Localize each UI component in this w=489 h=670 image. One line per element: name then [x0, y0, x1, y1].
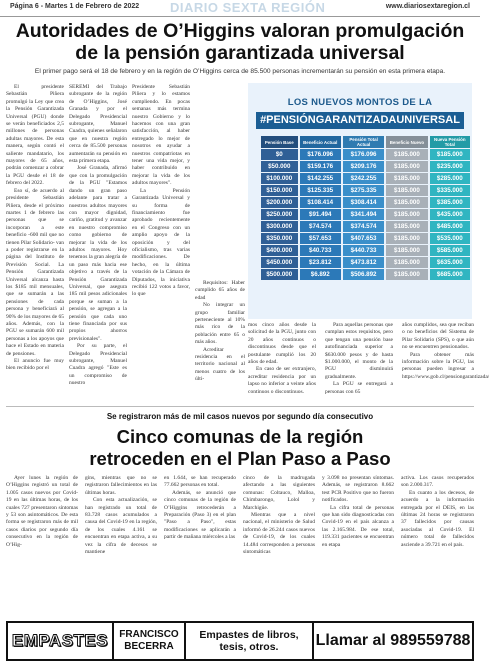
article2-col3	[164, 475, 236, 617]
headline-line2: de la pensión garantizada universal	[75, 42, 405, 64]
table-cell: $635.000	[430, 257, 470, 268]
article2-col1	[6, 475, 78, 617]
table-cell: $300.000	[261, 221, 298, 232]
table-cell: $150.000	[261, 185, 298, 196]
table-row	[261, 245, 470, 256]
infographic-hashtag: #PENSIÓNGARANTIZADAUNIVERSAL	[256, 112, 464, 129]
paragraph: cinco de la madrugada afectando a las siguientes comunas: Coltauco, Malloa, Chimbarongo, Lolol y Marchigüe.	[243, 475, 315, 511]
paragraph: Acreditar residencia en el territorio nacional al menos cuatro de los últi-	[195, 346, 245, 383]
page-number: Página 6 - Martes 1 de Febrero de 2022	[10, 3, 140, 10]
paragraph: La Pensión Garantizada Universal y su forma de financiamiento fue aprobado recientemente en el Congreso con un amplio apoyo de la oposición y del oficialismo, tras varias modificaciones. De hecho, en la última votación de la Cámara de Diputados, la iniciativa recibió 122 votos a favor, lo que	[132, 187, 190, 298]
table-cell: $535.000	[430, 233, 470, 244]
paragraph: Eso sí, de acuerdo al presidente Sebastián Piñera, desde el próximo martes 1 de febrero las personas que se incorporan a este beneficio -600 mil que no tienen Pilar Solidario- van a poder registrarse en la página del Instituto de Previsión Social. La Pensión Garantizada Universal alcanza hasta los $185 mil mensuales, que se sumarán a las pensiones de cada persona y beneficiará al 90% de los mayores de 65 años. Además, con la PGU se sumarán 600 mil personas a los apoyos que hace el Estado en materia de pensiones.	[6, 187, 64, 357]
article2-col5	[322, 475, 394, 617]
paragraph: gins, mientras que no se registraron fallecimientos en las últimas horas.	[85, 475, 157, 496]
table-cell: $74.574	[300, 221, 341, 232]
article1-col4	[195, 84, 245, 402]
table-cell: $50.000	[261, 161, 298, 172]
table-header-row	[261, 136, 470, 148]
article2-col2	[85, 475, 157, 617]
paragraph: en 1.644, se han recuperado 77.662 personas en total.	[164, 475, 236, 489]
table-cell: $176.096	[300, 149, 341, 160]
ad-name-line1: FRANCISCO	[119, 629, 179, 640]
table-body	[261, 149, 470, 280]
table-cell: $142.255	[300, 173, 341, 184]
table-row	[261, 197, 470, 208]
article1-col6	[325, 322, 393, 402]
article1-col7	[402, 322, 489, 402]
table-row	[261, 161, 470, 172]
article1-headline	[6, 20, 474, 64]
table-cell: $235.000	[430, 161, 470, 172]
table-cell: $185.000	[386, 161, 427, 172]
paragraph: años cumplidos, sea que reciban o no beneficios del Sistema de Pilar Solidario (SPS), o que aún no se encuentren pensionados.	[402, 322, 474, 351]
table-cell: $159.176	[300, 161, 341, 172]
website-link[interactable]: www.diariosextaregion.cl	[385, 3, 470, 10]
paragraph: SEREMI del Trabajo subrogante de la región de O’Higgins, José Granada y por el Delegado Presidencial subrogante, Manuel Cuadra, quienes señalaron que en nuestra región cerca de 85.500 personas aumentarán su pensión en esta primera etapa.	[69, 84, 127, 165]
paragraph: Para aquellas personas que cumplan estos requisitos, pero que tengan una pensión base autofinanciada superior a $630.000 pesos y de hasta $1.000.000, el monto de la PGU disminuirá gradualmente.	[325, 322, 393, 380]
table-cell: $335.000	[430, 185, 470, 196]
column-header: Beneficio Nuevo	[386, 136, 427, 148]
table-cell: $185.000	[430, 149, 470, 160]
table-row	[261, 173, 470, 184]
table-row	[261, 269, 470, 280]
table-cell: $285.000	[430, 173, 470, 184]
column-header: Pensión Total Actual	[343, 136, 384, 148]
paragraph: Presidente Sebastián Piñera y lo estamos cumpliendo. En pocas semanas más termina nuestro Gobierno y lo hacemos con una gran satisfacción, al haber entregado lo mejor de nosotros en ayudar a nuestros compatriotas en tener una vida mejor, y haber contribuido en mejorar la vida de los adultos mayores".	[132, 84, 190, 187]
ad-offer-line2: tesis, otros.	[219, 641, 279, 653]
paragraph: En cuanto a los decesos, de acuerdo a la información entregada por el DEIS, en las últimas 24 horas se registraron 37 fallecidos por causas asociadas al Covid-19. El número total de fallecidos asciende a 39.721 en el país.	[401, 489, 474, 548]
table-cell: $185.000	[386, 197, 427, 208]
table-cell: $185.000	[386, 269, 427, 280]
ad-offer	[186, 623, 314, 659]
table-cell: $108.414	[300, 197, 341, 208]
ad-phone[interactable]: Llamar al 989559788	[315, 632, 471, 649]
table-cell: $374.574	[343, 221, 384, 232]
article2-headline	[6, 426, 474, 470]
article1-subhead: El primer pago será el 18 de febrero y en la región de O’Higgins cerca de 85.500 personas incrementarán su pensión en esta primera etapa.	[34, 68, 446, 75]
table-cell: $350.000	[261, 233, 298, 244]
table-cell: $242.255	[343, 173, 384, 184]
paragraph: activa. Los casos recuperados son 2.000.317.	[401, 475, 474, 489]
table-cell: $450.000	[261, 257, 298, 268]
table-row	[261, 209, 470, 220]
paragraph: mos cinco años desde la solicitud de la PGU, junto con 20 años continuos o discontinuos desde que el postulante cumplió los 20 años de edad.	[248, 322, 316, 366]
paragraph: Con esta actualización, se han registrado un total de 83.728 casos acumulados a causa del Covid-19 en la región, de los cuales 4.161 se encuentran en etapa activa, a su vez la cifra de decesos se mantiene	[85, 497, 157, 556]
table-cell: $185.000	[386, 245, 427, 256]
table-cell: $100.000	[261, 173, 298, 184]
article1-col5	[248, 322, 316, 402]
table-cell: $435.000	[430, 209, 470, 220]
table-cell: $91.494	[300, 209, 341, 220]
article2-col6	[401, 475, 474, 617]
table-cell: $400.000	[261, 245, 298, 256]
paragraph: El presidente Sebastián Piñera promulgó la Ley que crea la Pensión Garantizada Universal (PGU) donde se verán beneficiados 2,5 millones de personas adultas mayores. De esta manera, según contó el saliente mandatario, los mayores de 65 años, podrán comenzar a cobrar la PGU desde el 18 de febrero del 2022.	[6, 84, 64, 187]
column-header: Nueva Pensión Total	[430, 136, 470, 148]
pension-infographic	[248, 83, 472, 319]
paragraph: No integrar un grupo familiar perteneciente al 10% más rico de la población entre 65 o más años.	[195, 302, 245, 346]
paragraph: El anuncio fue muy bien recibido por el	[6, 358, 64, 372]
article1-col2	[69, 84, 127, 402]
ad-brand: EMPASTES	[8, 623, 114, 659]
table-cell: $341.494	[343, 209, 384, 220]
ad-name-line2: BECERRA	[124, 641, 174, 652]
table-cell: $407.653	[343, 233, 384, 244]
table-cell: $185.000	[386, 209, 427, 220]
section-divider	[6, 406, 474, 407]
advertisement-banner[interactable]	[6, 621, 474, 661]
table-cell: $506.892	[343, 269, 384, 280]
table-cell: $200.000	[261, 197, 298, 208]
table-cell: $176.096	[343, 149, 384, 160]
paragraph: La PGU se entregará a personas con 65	[325, 381, 393, 395]
pension-table	[259, 135, 472, 281]
paragraph: Ayer lunes la región de O’Higgins registró un total de 1.005 casos nuevos por Covid-19 en las últimas horas, de los cuales 727 presentaron síntomas y 53 son asintomáticos. De esta forma se registraron más de mil casos diarios por segundo día consecutivo en la región de O’Hig-	[6, 475, 78, 548]
headline-line2: retroceden en el Plan Paso a Paso	[89, 448, 391, 469]
table-cell: $0	[261, 149, 298, 160]
table-cell: $185.000	[386, 173, 427, 184]
table-cell: $308.414	[343, 197, 384, 208]
headline-line1: Autoridades de O’Higgins valoran promulgación	[15, 20, 465, 42]
paragraph: y 3.098 no presentan síntomas. Además, se registraron 8.662 test PCR Positivo que no fueron notificados.	[322, 475, 394, 504]
newspaper-brand: DIARIO SEXTA REGIÓN	[170, 0, 326, 15]
article2-subhead: Se registraron más de mil casos nuevos por segundo día consecutivo	[106, 412, 374, 421]
paragraph: Para obtener más información sobre la PGU, las personas pueden ingresar a https://www.gob.cl/pensiongarantizada/	[402, 351, 489, 380]
table-cell: $473.812	[343, 257, 384, 268]
table-cell: $185.000	[386, 221, 427, 232]
table-cell: $685.000	[430, 269, 470, 280]
article1-col1	[6, 84, 64, 402]
table-cell: $250.000	[261, 209, 298, 220]
article1-col3	[132, 84, 190, 402]
table-row	[261, 221, 470, 232]
headline-line1: Cinco comunas de la región	[116, 426, 364, 447]
table-cell: $185.000	[386, 233, 427, 244]
table-cell: $209.176	[343, 161, 384, 172]
table-cell: $385.000	[430, 197, 470, 208]
table-cell: $23.812	[300, 257, 341, 268]
ad-name	[114, 623, 186, 659]
paragraph: La cifra total de personas que han sido diagnosticadas con Covid-19 en el país alcanza a las 2.165.984. De ese total, 119.331 pacientes se encuentran en etapa	[322, 504, 394, 548]
table-cell: $275.335	[343, 185, 384, 196]
table-cell: $440.733	[343, 245, 384, 256]
column-header: Beneficio Actual	[300, 136, 341, 148]
paragraph: Por su parte, el Delegado Presidencial subrogante, Manuel Cuadra agregó "Este es un compromiso de nuestro	[69, 343, 127, 387]
paragraph: En caso de ser extranjero, acreditar residencia por un lapso no inferior a veinte años continuos o discontinuos.	[248, 366, 316, 395]
table-cell: $40.733	[300, 245, 341, 256]
table-cell: $57.653	[300, 233, 341, 244]
table-row	[261, 257, 470, 268]
table-cell: $485.000	[430, 221, 470, 232]
paragraph: Mientras que a nivel nacional, el ministerio de Salud informó de 26.244 casos nuevos de Covid-19, de los cuales 14.484 corresponden a personas sintomáticas	[243, 512, 315, 556]
infographic-title: LOS NUEVOS MONTOS DE LA	[287, 97, 433, 108]
table-cell: $500.000	[261, 269, 298, 280]
table-cell: $185.000	[386, 185, 427, 196]
column-header: Pensión Base	[261, 136, 298, 148]
table-cell: $185.000	[386, 257, 427, 268]
table-cell: $6.892	[300, 269, 341, 280]
page-header	[0, 0, 480, 17]
paragraph: Además, se anunció que cinco comunas de la región de O’Higgins retrocederán a Preparación (Paso 3) en el plan "Paso a Paso", estas modificaciones se aplicarán a partir de mañana miércoles a las	[164, 489, 236, 541]
table-row	[261, 149, 470, 160]
table-cell: $125.335	[300, 185, 341, 196]
table-row	[261, 185, 470, 196]
paragraph: José Granada, afirmó que con la promulgación de la PGU "Estamos dando un gran paso adelante para tratar a nuestros adultos mayores con mayor dignidad, cariño, gratitud y avanzar en nuestro compromiso como gobierno de mejorar la vida de los adultos mayores. Hoy tenemos la gran alegría de un paso más hacia ese objetivo a través de la Pensión Garantizada Universal, que asegura 185 mil pesos adicionales porque se suman a la pensión, se agregan a la pensión que cada uno tiene financiada por sus propios ahorros previsionales".	[69, 165, 127, 342]
ad-offer-line1: Empastes de libros,	[199, 629, 299, 641]
table-cell: $185.000	[386, 149, 427, 160]
article2-col4	[243, 475, 315, 617]
table-row	[261, 233, 470, 244]
paragraph: Requisitos: Haber cumplido 65 años de edad	[195, 280, 245, 301]
table-cell: $585.000	[430, 245, 470, 256]
